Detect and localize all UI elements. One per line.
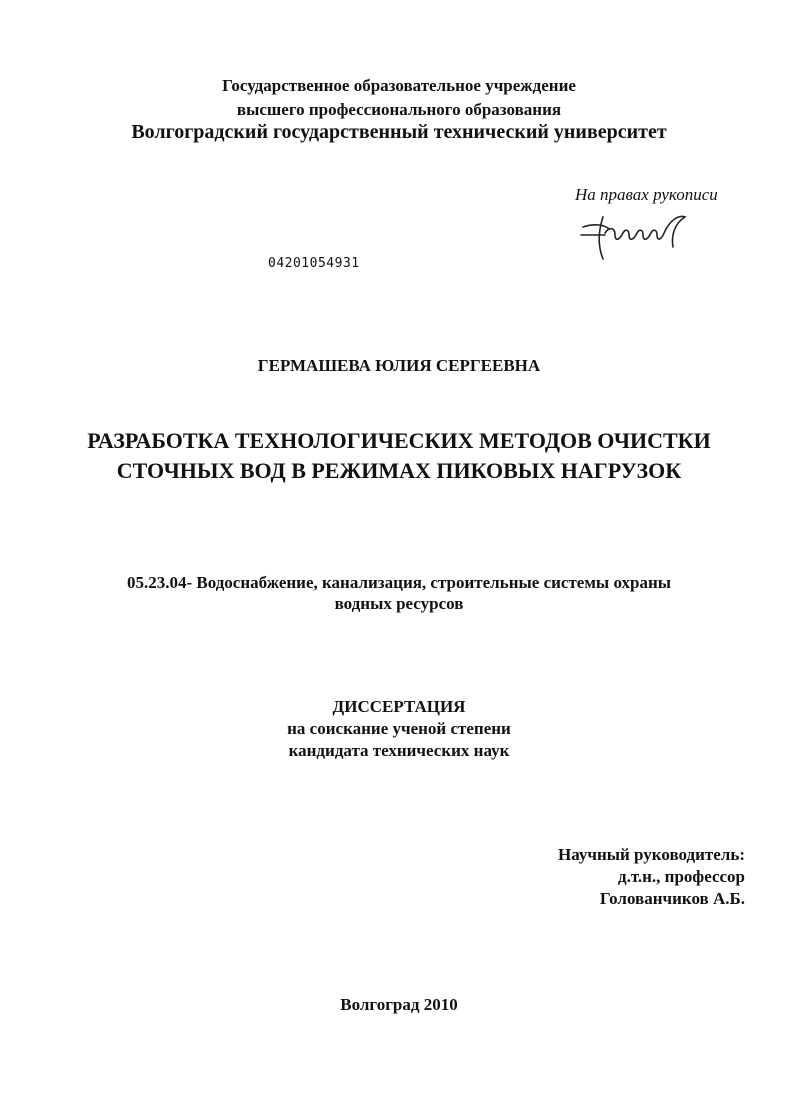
city-year: Волгоград 2010: [340, 995, 458, 1014]
document-number: 04201054931: [268, 256, 360, 271]
manuscript-note: На правах рукописи: [575, 185, 718, 204]
supervisor-name: Голованчиков А.Б.: [599, 889, 745, 908]
signature-icon: [575, 205, 715, 265]
university-name: Волгоградский государственный технический университет: [131, 121, 667, 143]
dissertation-title-line-1: РАЗРАБОТКА ТЕХНОЛОГИЧЕСКИХ МЕТОДОВ ОЧИСТКИ: [87, 428, 711, 453]
dissertation-title-line-2: СТОЧНЫХ ВОД В РЕЖИМАХ ПИКОВЫХ НАГРУЗОК: [116, 458, 682, 483]
institution-line-2: высшего профессионального образования: [236, 100, 562, 119]
document-type: ДИССЕРТАЦИЯ: [332, 697, 466, 716]
author-name: ГЕРМАШЕВА ЮЛИЯ СЕРГЕЕВНА: [257, 356, 541, 375]
degree-line-1: на соискание ученой степени: [287, 719, 511, 738]
supervisor-label: Научный руководитель:: [558, 845, 745, 864]
supervisor-title: д.т.н., профессор: [617, 867, 745, 886]
specialty-line-1: 05.23.04- Водоснабжение, канализация, строительные системы охраны: [126, 573, 672, 592]
institution-line-1: Государственное образовательное учреждение: [222, 76, 576, 95]
specialty-line-2: водных ресурсов: [334, 594, 464, 613]
degree-line-2: кандидата технических наук: [288, 741, 510, 760]
